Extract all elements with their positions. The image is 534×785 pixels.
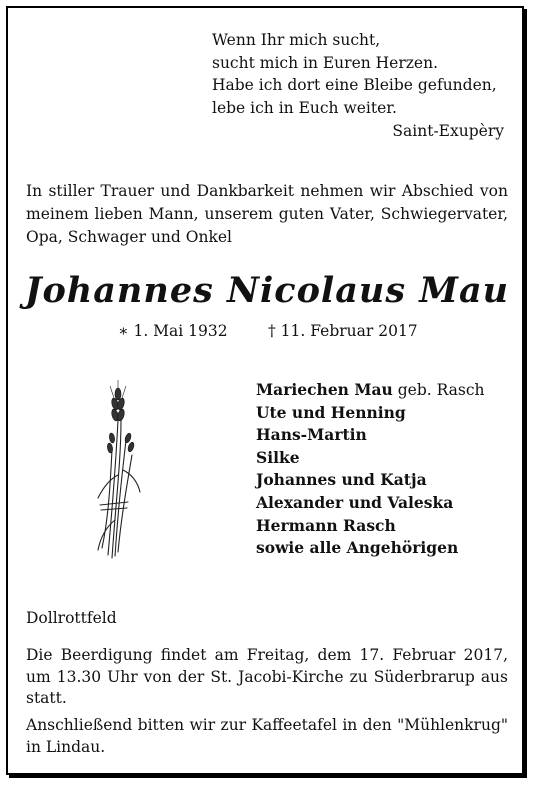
family-member: Hermann Rasch [256,515,396,535]
coffee-text: Anschließend bitten wir zur Kaffeetafel in den "Mühlenkrug" in Lindau. [26,716,508,756]
family-member: sowie alle Angehörigen [256,538,459,558]
place-name: Dollrottfeld [26,609,117,627]
family-member [256,379,485,402]
wheat-sheaf-icon [88,380,148,565]
family-member-name: Mariechen Mau [256,380,393,399]
family-member: Johannes und Katja [256,470,427,490]
poem-author: Saint-Exupèry [392,122,504,140]
intro-text: In stiller Trauer und Dankbarkeit nehmen wir Abschied von meinem lieben Mann, unserem guten Vater, Schwiegervater, Opa, Schwager und Onkel [26,182,508,246]
poem-line: Wenn Ihr mich sucht, [212,31,381,49]
family-member: Ute und Henning [256,402,406,422]
poem [212,29,497,119]
family-member-suffix: geb. Rasch [392,381,485,399]
birth-date: ∗ 1. Mai 1932 [118,322,228,340]
family-member: Alexander und Valeska [256,492,454,512]
funeral-text: Die Beerdigung findet am Freitag, dem 17. Februar 2017, um 13.30 Uhr von der St. Jacobi-Kirche zu Süderbrarup aus statt. [26,646,508,707]
poem-line: Habe ich dort eine Bleibe gefunden, [212,76,497,94]
family-list [256,379,485,560]
poem-line: sucht mich in Euren Herzen. [212,53,439,72]
death-date: † 11. Februar 2017 [268,322,418,340]
family-member: Silke [256,447,300,467]
deceased-name: Johannes Nicolaus Mau [24,270,510,311]
family-member: Hans-Martin [256,425,367,445]
poem-line: lebe ich in Euch weiter. [212,98,397,117]
